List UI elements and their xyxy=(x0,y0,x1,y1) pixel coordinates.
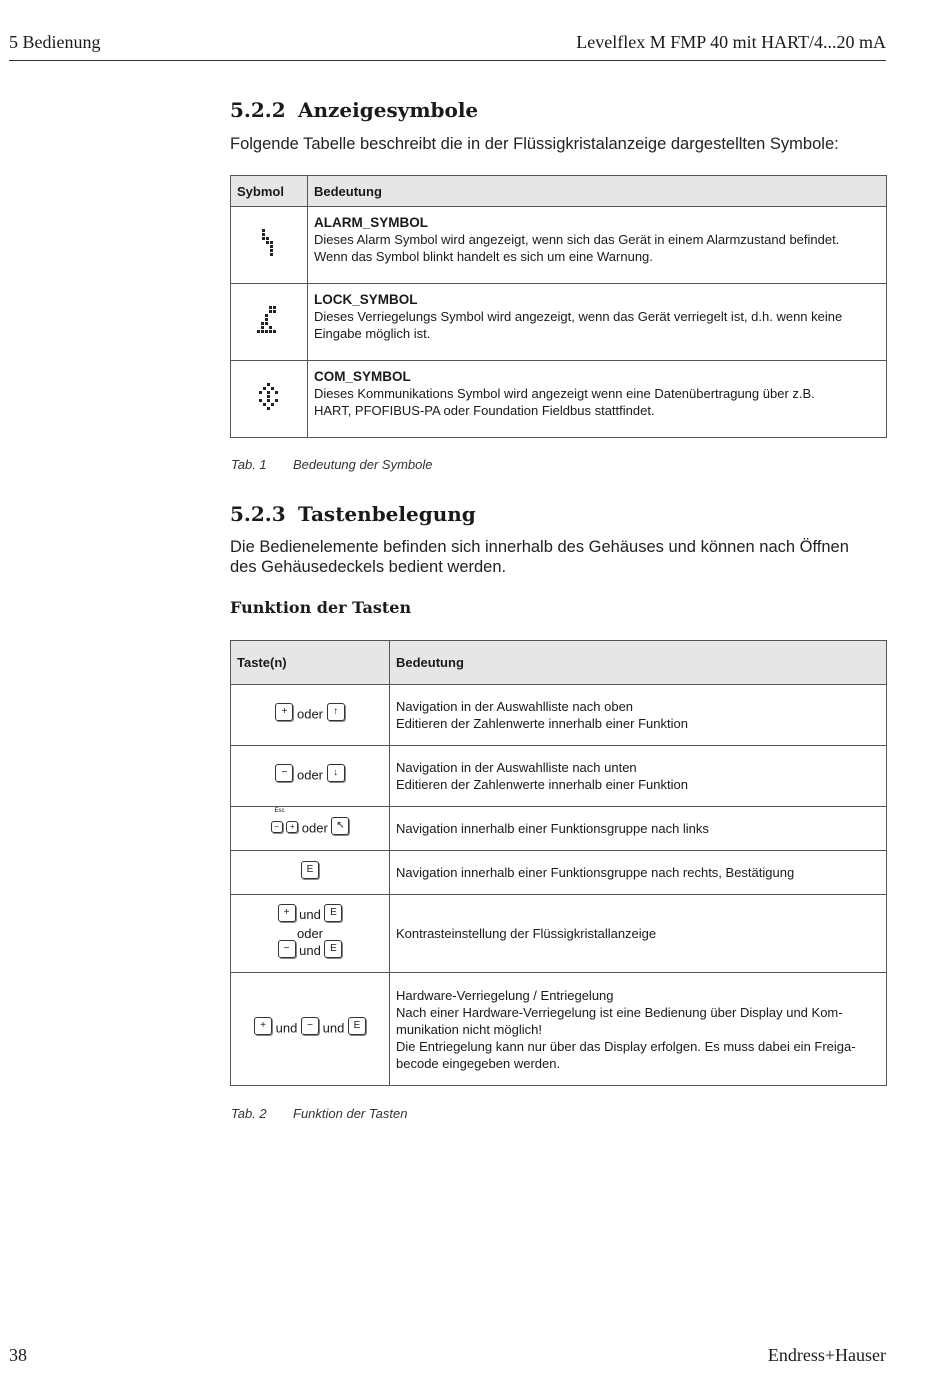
table-header-row xyxy=(231,176,887,207)
symbol-table xyxy=(230,175,887,438)
caption-text: Bedeutung der Symbole xyxy=(293,457,433,472)
section-title: Anzeigesymbole xyxy=(298,98,479,122)
esc-key-icon: ↖ xyxy=(331,817,349,835)
und-word: und xyxy=(275,1020,298,1036)
description-line: Wenn das Symbol blinkt handelt es sich um eine Warnung. xyxy=(314,249,653,264)
symbol-description xyxy=(308,284,887,361)
symbol-description xyxy=(308,361,887,438)
plus-key-icon: + xyxy=(254,1017,272,1035)
key-description xyxy=(390,685,887,746)
section-intro xyxy=(230,537,890,577)
section-heading-tastenbelegung xyxy=(230,502,476,526)
e-key-icon: E xyxy=(301,861,319,879)
esc-key-combo xyxy=(271,807,299,833)
arrow-up-key-icon: ↑ xyxy=(327,703,345,721)
key-description xyxy=(390,973,887,1086)
key-cell xyxy=(231,973,390,1086)
description-line: Navigation in der Auswahlliste nach oben xyxy=(396,699,634,714)
symbol-name: ALARM_SYMBOL xyxy=(314,215,428,230)
column-header-meaning: Bedeutung xyxy=(308,176,887,207)
column-header-meaning: Bedeutung xyxy=(390,641,887,685)
description-line: Eingabe möglich ist. xyxy=(314,326,431,341)
description-line: Navigation in der Auswahlliste nach unten xyxy=(396,760,637,775)
minus-key-icon: − xyxy=(275,764,293,782)
com-symbol-icon xyxy=(257,383,281,413)
minus-key-icon: − xyxy=(271,821,283,833)
description-line: Navigation innerhalb einer Funktionsgruppe nach links xyxy=(396,821,709,836)
key-cell xyxy=(231,851,390,895)
column-header-keys: Taste(n) xyxy=(231,641,390,685)
e-key-icon: E xyxy=(324,904,342,922)
page-header xyxy=(9,30,886,61)
key-description xyxy=(390,746,887,807)
plus-key-icon: + xyxy=(278,904,296,922)
key-description xyxy=(390,851,887,895)
description-line: becode eingegeben werden. xyxy=(396,1055,561,1071)
lock-symbol-icon xyxy=(257,306,281,336)
plus-key-icon: + xyxy=(286,821,298,833)
table-row xyxy=(231,284,887,361)
table-row xyxy=(231,807,887,851)
page-number: 38 xyxy=(9,1345,27,1365)
und-word: und xyxy=(299,907,321,923)
section-number: 5.2.2 xyxy=(230,98,286,122)
oder-word: oder xyxy=(296,926,324,941)
section-number: 5.2.3 xyxy=(230,502,286,526)
description-line: Nach einer Hardware-Verriegelung ist eine Bedienung über Display und Kom- xyxy=(396,1004,843,1020)
description-line: Editieren der Zahlenwerte innerhalb einer Funktion xyxy=(396,716,688,731)
symbol-description xyxy=(308,207,887,284)
header-chapter: 5 Bedienung xyxy=(9,32,101,52)
description-line: Die Entriegelung kann nur über das Display erfolgen. Es muss dabei ein Freiga- xyxy=(396,1038,856,1054)
table-row xyxy=(231,685,887,746)
oder-word: oder xyxy=(296,706,324,722)
section-intro: Folgende Tabelle beschreibt die in der Flüssigkristalanzeige dargestellten Symbole: xyxy=(230,135,839,153)
description-line: munikation nicht möglich! xyxy=(396,1021,542,1037)
alarm-symbol-icon xyxy=(259,229,279,259)
symbol-cell xyxy=(231,284,308,361)
minus-key-icon: − xyxy=(301,1017,319,1035)
description-line: Kontrasteinstellung der Flüssigkristallanzeige xyxy=(396,926,657,941)
e-key-icon: E xyxy=(324,940,342,958)
symbol-cell xyxy=(231,361,308,438)
plus-key-icon: + xyxy=(275,703,293,721)
key-description xyxy=(390,807,887,851)
minus-key-icon: − xyxy=(278,940,296,958)
subsection-title: Funktion der Tasten xyxy=(230,598,412,617)
key-cell xyxy=(231,685,390,746)
esc-label: Esc xyxy=(274,807,285,814)
arrow-down-key-icon: ↓ xyxy=(327,764,345,782)
key-cell xyxy=(231,746,390,807)
column-header-symbol: Sybmol xyxy=(231,176,308,207)
table-row xyxy=(231,746,887,807)
oder-word: oder xyxy=(301,819,328,835)
symbol-cell xyxy=(231,207,308,284)
und-word: und xyxy=(322,1020,345,1036)
description-line: Navigation innerhalb einer Funktionsgruppe nach rechts, Bestätigung xyxy=(396,865,795,880)
description-line: HART, PFOFIBUS-PA oder Foundation Fieldbus stattfindet. xyxy=(314,403,655,418)
brand-logo: Endress+Hauser xyxy=(767,1345,886,1365)
oder-word: oder xyxy=(296,767,324,783)
caption-number: Tab. 1 xyxy=(231,457,267,472)
symbol-name: COM_SYMBOL xyxy=(314,369,411,384)
table-row xyxy=(231,361,887,438)
table-header-row xyxy=(231,641,887,685)
description-line: Hardware-Verriegelung / Entriegelung xyxy=(396,987,614,1003)
und-word: und xyxy=(299,943,321,958)
caption-text: Funktion der Tasten xyxy=(293,1106,408,1121)
caption-number: Tab. 2 xyxy=(231,1106,267,1121)
e-key-icon: E xyxy=(348,1017,366,1035)
table-row xyxy=(231,895,887,973)
table-row xyxy=(231,973,887,1086)
key-description xyxy=(390,895,887,973)
table-caption xyxy=(231,457,432,472)
table-caption xyxy=(231,1106,407,1121)
section-title: Tastenbelegung xyxy=(298,502,476,526)
description-line: Dieses Verriegelungs Symbol wird angezeigt, wenn das Gerät verriegelt ist, d.h. wenn keine xyxy=(314,309,843,324)
key-function-table xyxy=(230,640,887,1086)
key-cell xyxy=(231,895,390,973)
table-row xyxy=(231,207,887,284)
description-line: Dieses Alarm Symbol wird angezeigt, wenn sich das Gerät in einem Alarmzustand befindet. xyxy=(314,232,840,247)
header-product: Levelflex M FMP 40 mit HART/4...20 mA xyxy=(576,32,886,52)
intro-line: Die Bedienelemente befinden sich innerhalb des Gehäuses und können nach Öffnen xyxy=(230,538,849,556)
section-heading-anzeigesymbole xyxy=(230,98,478,122)
description-line: Dieses Kommunikations Symbol wird angezeigt wenn eine Datenübertragung über z.B. xyxy=(314,386,815,401)
intro-line: des Gehäusedeckels bedient werden. xyxy=(230,558,507,576)
symbol-name: LOCK_SYMBOL xyxy=(314,292,418,307)
key-cell xyxy=(231,807,390,851)
description-line: Editieren der Zahlenwerte innerhalb einer Funktion xyxy=(396,777,688,792)
table-row xyxy=(231,851,887,895)
